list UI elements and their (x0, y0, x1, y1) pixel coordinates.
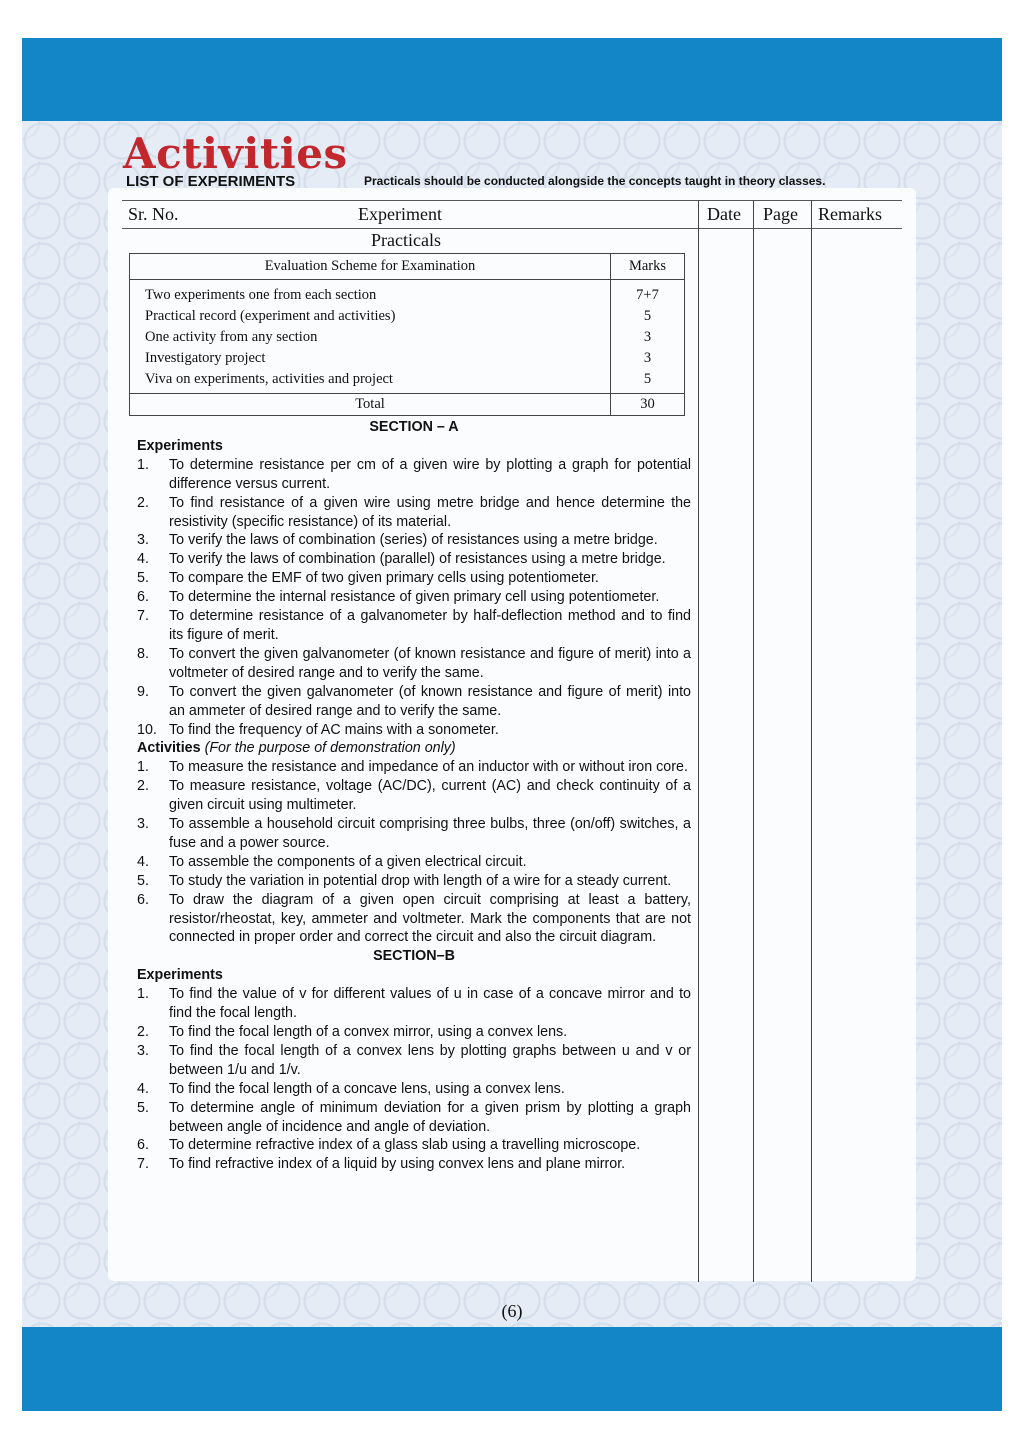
item-number: 10. (137, 721, 157, 738)
item-number: 8. (137, 645, 149, 662)
item-number: 4. (137, 551, 149, 568)
column-header-date: Date (707, 204, 741, 224)
list-item (137, 721, 691, 740)
list-item (137, 985, 691, 1023)
list-item (137, 777, 691, 815)
list-item (137, 1080, 691, 1099)
table-row (130, 306, 685, 327)
column-header-sr-no: Sr. No. (128, 204, 179, 224)
evaluation-item: Viva on experiments, activities and project (130, 369, 611, 394)
section-b-experiment-list (137, 985, 691, 1174)
item-number: 6. (137, 1137, 149, 1154)
list-item (137, 645, 691, 683)
item-number: 3. (137, 532, 149, 549)
section-a-heading: SECTION – A (369, 419, 459, 435)
evaluation-marks: 5 (611, 306, 685, 327)
evaluation-header-scheme: Evaluation Scheme for Examination (130, 254, 611, 280)
evaluation-total-label: Total (130, 394, 611, 416)
item-text: To compare the EMF of two given primary cells using potentiometer. (169, 570, 599, 587)
list-item (137, 531, 691, 550)
table-row-total (130, 394, 685, 416)
section-b-experiments-heading: Experiments (137, 967, 223, 984)
list-item (137, 891, 691, 948)
list-item (137, 853, 691, 872)
page-number: (6) (501, 1301, 523, 1321)
item-number: 3. (137, 816, 149, 833)
item-text: To determine the internal resistance of given primary cell using potentiometer. (169, 589, 660, 606)
item-number: 4. (137, 853, 149, 870)
list-item (137, 456, 691, 494)
evaluation-item: Practical record (experiment and activities) (130, 306, 611, 327)
activities-heading (137, 739, 691, 758)
table-row (130, 369, 685, 394)
activities-list (137, 758, 691, 947)
item-text: To determine angle of minimum deviation for a given prism by plotting a graph between angle of incidence and angle of deviation. (169, 1099, 691, 1135)
evaluation-item: Investigatory project (130, 348, 611, 369)
column-header-remarks: Remarks (818, 204, 882, 224)
list-item (137, 494, 691, 532)
item-text: To convert the given galvanometer (of known resistance and figure of merit) into an ammeter of desired range and to verify the same. (169, 683, 691, 719)
activities-note: (For the purpose of demonstration only) (204, 740, 456, 757)
item-number: 1. (137, 456, 149, 473)
item-text: To find the focal length of a concave lens, using a convex lens. (169, 1080, 565, 1097)
list-item (137, 683, 691, 721)
item-number: 3. (137, 1042, 149, 1059)
item-text: To draw the diagram of a given open circuit comprising at least a battery, resistor/rheostat, key, ammeter and voltmeter. Mark the components that are not connected in proper order and correct the circuit and also the circuit diagram. (169, 891, 691, 946)
item-text: To find the value of v for different values of u in case of a concave mirror and to find the focal length. (169, 986, 691, 1022)
list-item (137, 588, 691, 607)
list-item (137, 1155, 691, 1174)
list-item (137, 1099, 691, 1137)
item-text: To assemble a household circuit comprising three bulbs, three (on/off) switches, a fuse and a power source. (169, 816, 691, 851)
list-item (137, 815, 691, 853)
evaluation-marks: 3 (611, 327, 685, 348)
list-item (137, 607, 691, 645)
header-bottom-rule (122, 228, 902, 229)
column-divider-date (698, 200, 699, 1282)
item-number: 6. (137, 891, 149, 908)
evaluation-table (129, 253, 685, 416)
item-text: To find the focal length of a convex mirror, using a convex lens. (169, 1024, 568, 1040)
experiment-content (137, 418, 691, 1174)
list-item (137, 550, 691, 569)
item-number: 7. (137, 1156, 149, 1173)
page-subtitle: LIST OF EXPERIMENTS (126, 173, 296, 190)
item-number: 2. (137, 778, 149, 795)
top-banner (22, 38, 1002, 121)
item-text: To determine resistance of a galvanometer by half-deflection method and to find its figure of merit. (169, 608, 691, 643)
list-item (137, 872, 691, 891)
practicals-heading: Practicals (371, 230, 441, 250)
item-number: 1. (137, 986, 149, 1003)
evaluation-marks: 7+7 (611, 280, 685, 307)
item-text: To find the focal length of a convex lens by plotting graphs between u and v or between 1/u and 1/v. (169, 1042, 691, 1078)
item-number: 5. (137, 570, 149, 587)
list-item (137, 1023, 691, 1042)
item-text: To find the frequency of AC mains with a sonometer. (169, 721, 499, 738)
item-number: 2. (137, 1024, 149, 1040)
item-text: To verify the laws of combination (series) of resistances using a metre bridge. (169, 532, 658, 549)
item-number: 1. (137, 759, 149, 776)
item-number: 2. (137, 494, 149, 511)
item-number: 5. (137, 872, 149, 889)
item-text: To study the variation in potential drop with length of a wire for a steady current. (169, 872, 672, 889)
evaluation-total-marks: 30 (611, 394, 685, 416)
item-text: To measure resistance, voltage (AC/DC), current (AC) and check continuity of a given circuit using multimeter. (169, 778, 691, 814)
item-number: 5. (137, 1099, 149, 1116)
item-number: 7. (137, 608, 149, 625)
item-text: To find refractive index of a liquid by using convex lens and plane mirror. (169, 1156, 626, 1173)
item-text: To convert the given galvanometer (of known resistance and figure of merit) into a voltmeter of desired range and to verify the same. (169, 645, 691, 681)
item-text: To find resistance of a given wire using metre bridge and hence determine the resistivity (specific resistance) of its material. (169, 494, 691, 530)
item-number: 4. (137, 1080, 149, 1097)
bottom-banner (22, 1327, 1002, 1411)
item-text: To determine refractive index of a glass slab using a travelling microscope. (169, 1137, 641, 1154)
column-divider-page (753, 200, 754, 1282)
evaluation-item: Two experiments one from each section (130, 280, 611, 307)
table-row (130, 280, 685, 307)
column-divider-remarks (811, 200, 812, 1282)
item-number: 6. (137, 589, 149, 606)
evaluation-header-marks: Marks (611, 254, 685, 280)
section-a-experiments-heading: Experiments (137, 437, 223, 454)
page-title: Activities (123, 129, 348, 178)
item-text: To measure the resistance and impedance of an inductor with or without iron core. (169, 759, 688, 776)
list-item (137, 1136, 691, 1155)
header-note: Practicals should be conducted alongside the concepts taught in theory classes. (364, 174, 826, 188)
item-text: To determine resistance per cm of a given wire by plotting a graph for potential difference versus current. (169, 456, 691, 492)
item-number: 9. (137, 683, 149, 700)
list-item (137, 569, 691, 588)
evaluation-marks: 3 (611, 348, 685, 369)
table-row (130, 327, 685, 348)
evaluation-item: One activity from any section (130, 327, 611, 348)
section-b-heading: SECTION–B (373, 948, 455, 965)
column-header-page: Page (763, 204, 798, 224)
list-item (137, 758, 691, 777)
evaluation-marks: 5 (611, 369, 685, 394)
column-header-experiment: Experiment (358, 204, 442, 224)
activities-heading-label: Activities (137, 740, 201, 757)
list-item (137, 1042, 691, 1080)
table-row (130, 348, 685, 369)
section-a-experiment-list (137, 456, 691, 740)
item-text: To assemble the components of a given electrical circuit. (169, 853, 527, 870)
item-text: To verify the laws of combination (parallel) of resistances using a metre bridge. (169, 551, 666, 568)
